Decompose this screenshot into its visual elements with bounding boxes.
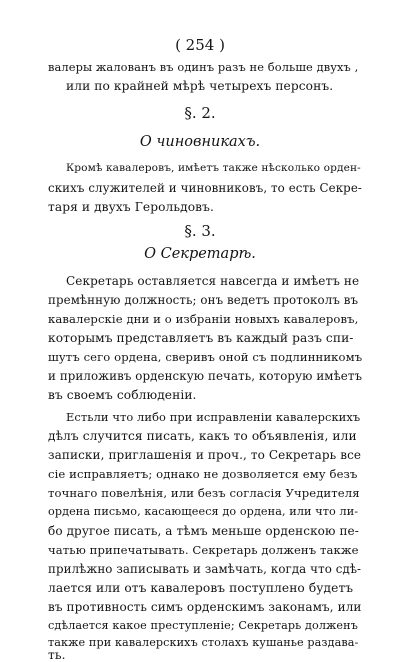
- page-number: ( 254 ): [175, 36, 225, 54]
- text-line: таря и двухъ Герольдовъ.: [48, 200, 214, 214]
- text-line: бо другое писать, а тѣмъ меньше орденскою пе-: [48, 524, 359, 538]
- text-line: дѣлъ случится писать, какъ то объявленія, или: [48, 429, 357, 443]
- text-line: сіе исправляетъ; однако не дозволяется ему безъ: [48, 467, 358, 481]
- section-3-title: О Секретарѣ.: [144, 246, 256, 262]
- text-line: кавалерскіе дни и о избраніи новыхъ кавалеровъ,: [48, 312, 359, 326]
- text-line: Естьли что либо при исправленіи кавалерскихъ: [66, 410, 361, 424]
- text-line: точнаго повелѣнія, или безъ согласія Учредителя: [48, 486, 360, 500]
- section-2-number: §. 2.: [184, 104, 216, 122]
- text-line: въ своемъ соблюденіи.: [48, 388, 197, 402]
- text-line: въ противность симъ орденскимъ законамъ, или: [48, 600, 362, 614]
- text-line: сдѣлается какое преступленіе; Секретарь долженъ: [48, 619, 358, 632]
- text-line: Секретарь оставляется навсегда и имѣетъ не: [66, 274, 360, 288]
- text-line: прилѣжно записывать и замѣчать, когда что сдѣ-: [48, 562, 362, 576]
- text-line: которымъ представляетъ въ каждый разъ спи-: [48, 331, 354, 345]
- text-line: валеры жалованъ въ одинъ разъ не больше двухъ ,: [48, 60, 359, 74]
- text-line: и приложивъ орденскую печать, которую имѣетъ: [48, 369, 363, 383]
- section-3-number: §. 3.: [184, 222, 216, 240]
- text-line: шутъ сего ордена, сверивъ оной съ подлинникомъ: [48, 350, 363, 364]
- text-line: записки, приглашенія и проч., то Секретарь все: [48, 448, 362, 462]
- text-line: ордена письмо, касающееся до ордена, или что ли-: [48, 505, 359, 518]
- text-line: скихъ служителей и чиновниковъ, то есть Секре-: [48, 181, 362, 195]
- text-line: также при кавалерскихъ столахъ кушанье раздава-: [48, 636, 359, 649]
- text-line: ть.: [48, 648, 66, 662]
- text-line: лается или отъ кавалеровъ поступлено будетъ: [48, 581, 354, 595]
- section-2-title: О чиновникахъ.: [139, 134, 261, 150]
- text-line: премѣнную должность; онъ ведетъ протоколъ въ: [48, 293, 359, 307]
- text-line: чатью припечатывать. Секретарь долженъ также: [48, 543, 359, 557]
- text-line: или по крайней мѣрѣ четырехъ персонъ.: [66, 79, 334, 93]
- text-line: Кромѣ кавалеровъ, имѣетъ также нѣсколько орден-: [66, 162, 361, 174]
